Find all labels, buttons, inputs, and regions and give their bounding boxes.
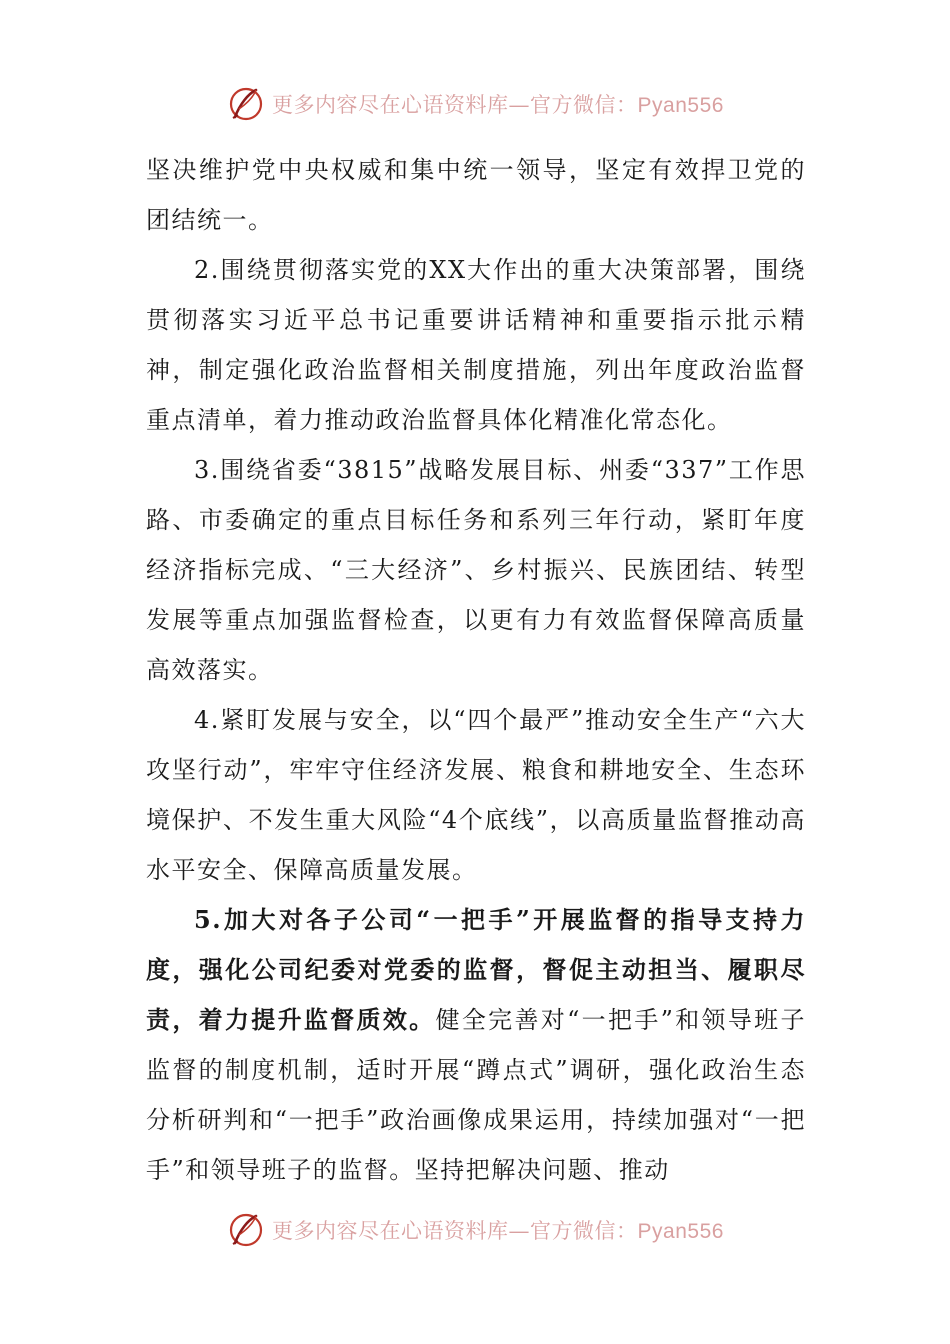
header-wechat-account: Pyan556 <box>637 94 724 117</box>
footer-watermark-text: 更多内容尽在心语资料库—官方微信：Pyan556 <box>272 1219 724 1243</box>
paragraph-item-2: 2.围绕贯彻落实党的XX大作出的重大决策部署，围绕贯彻落实习近平总书记重要讲话精神和重要指示批示精神，制定强化政治监督相关制度措施，列出年度政治监督重点清单，着力推动政治监督具体化精准化常态化。 <box>146 256 806 434</box>
header-watermark-text: 更多内容尽在心语资料库—官方微信：Pyan556 <box>272 93 724 117</box>
quill-logo-icon <box>226 1210 266 1250</box>
paragraph-continuation: 坚决维护党中央权威和集中统一领导，坚定有效捍卫党的团结统一。 <box>146 156 806 234</box>
item-5-bold-heading: 5.加大对各子公司“一把手”开展监督的指导支持力度，强化公司纪委对党委的监督，督促主动担当、履职尽责，着力提升监督质效。 <box>146 905 806 1034</box>
quill-logo-icon <box>226 84 266 124</box>
footer-wechat-account: Pyan556 <box>637 1220 724 1243</box>
footer-watermark-banner <box>0 1208 950 1252</box>
header-watermark-banner <box>0 82 950 126</box>
paragraph-item-4: 4.紧盯发展与安全，以“四个最严”推动安全生产“六大攻坚行动”，牢牢守住经济发展、粮食和耕地安全、生态环境保护、不发生重大风险“4个底线”，以高质量监督推动高水平安全、保障高质量发展。 <box>146 706 806 884</box>
paragraph-item-3: 3.围绕省委“3815”战略发展目标、州委“337”工作思路、市委确定的重点目标任务和系列三年行动，紧盯年度经济指标完成、“三大经济”、乡村振兴、民族团结、转型发展等重点加强监督检查，以更有力有效监督保障高质量高效落实。 <box>146 456 806 684</box>
document-body <box>146 145 806 1195</box>
paragraph-item-5 <box>146 895 806 1195</box>
item-5-body-text: 健全完善对“一把手”和领导班子监督的制度机制，适时开展“蹲点式”调研，强化政治生态分析研判和“一把手”政治画像成果运用，持续加强对“一把手”和领导班子的监督。坚持把解决问题、推动 <box>146 1006 806 1184</box>
